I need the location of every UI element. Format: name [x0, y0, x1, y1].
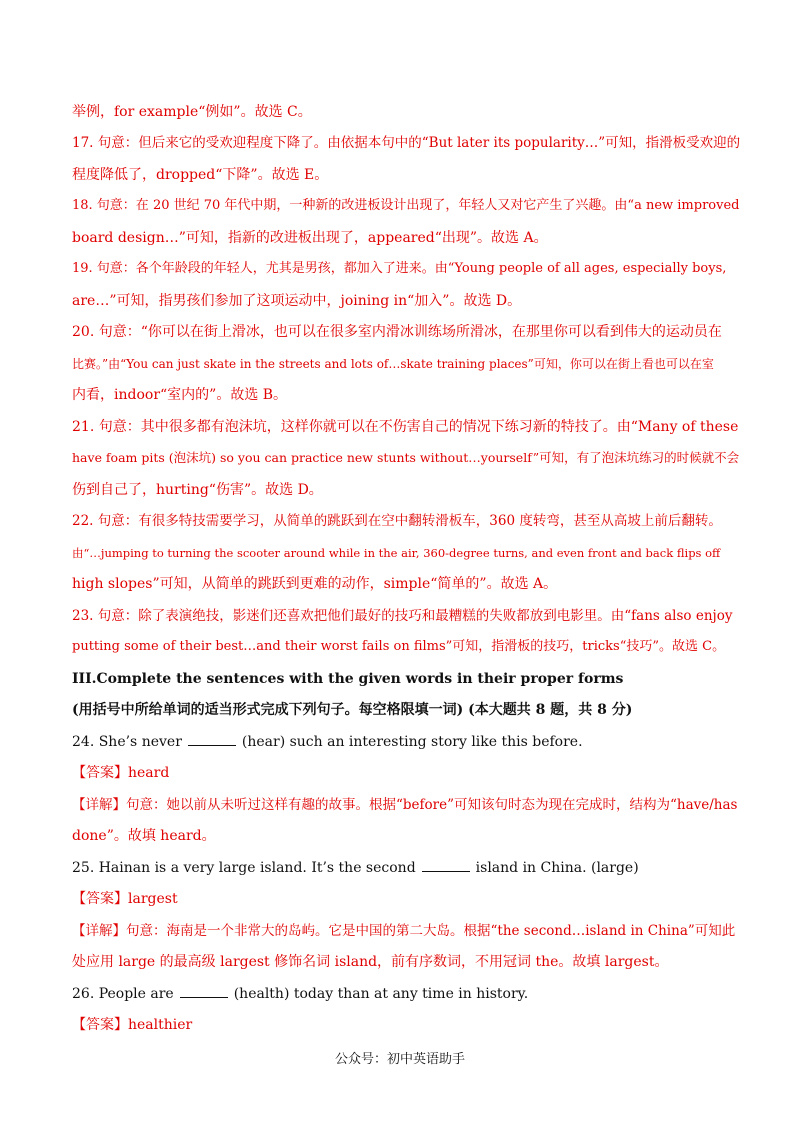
text-line: 伤到自己了，hurting“伤害”。故选 D。 — [72, 482, 323, 498]
text-line: 举例，for example“例如”。故选 C。 — [72, 104, 312, 120]
text-line: 18. 句意：在 20 世纪 70 年代中期，一种新的改进板设计出现了，年轻人又对它产生了兴趣。由“a new improved — [72, 198, 740, 213]
answer-line: 【答案】heard — [72, 765, 170, 781]
answer-blank — [422, 859, 470, 872]
question-26 — [72, 985, 528, 1003]
detail-line: 【详解】句意：海南是一个非常大的岛屿。它是中国的第二大岛。根据“the second…island in China”可知此 — [72, 923, 736, 939]
text-line: have foam pits (泡沫坑) so you can practice new stunts without…yourself”可知，有了泡沫坑练习的时候就不会 — [72, 450, 740, 465]
text-line: 21. 句意：其中很多都有泡沫坑，这样你就可以在不伤害自己的情况下练习新的特技了。由“Many of these — [72, 419, 739, 435]
answer-line: 【答案】healthier — [72, 1017, 193, 1033]
detail-line: 【详解】句意：她以前从未听过这样有趣的故事。根据“before”可知该句时态为现在完成时，结构为“have/has — [72, 797, 738, 813]
answer-blank — [188, 733, 236, 746]
text-line: 23. 句意：除了表演绝技，影迷们还喜欢把他们最好的技巧和最糟糕的失败都放到电影里。由“fans also enjoy — [72, 608, 733, 624]
text-line: 19. 句意：各个年龄段的年轻人，尤其是男孩，都加入了进来。由“Young people of all ages, especially boys, — [72, 261, 727, 276]
text-line: 20. 句意：“你可以在街上滑冰，也可以在很多室内滑冰训练场所滑冰，在那里你可以看到伟大的运动员在 — [72, 324, 722, 340]
text-line: 17. 句意：但后来它的受欢迎程度下降了。由依据本句中的“But later its popularity…”可知，指滑板受欢迎的 — [72, 135, 741, 151]
text-line: 比赛。”由“You can just skate in the streets and lots of…skate training places”可知，你可以在街上看也可以在室 — [72, 357, 714, 371]
question-25 — [72, 859, 639, 877]
question-text-after: island in China. (large) — [475, 860, 639, 876]
question-text-before: 24. She’s never — [72, 734, 182, 750]
text-line: 内看，indoor“室内的”。故选 B。 — [72, 387, 288, 403]
text-line: 程度降低了，dropped“下降”。故选 E。 — [72, 167, 329, 183]
text-line: high slopes”可知，从简单的跳跃到更难的动作，simple“简单的”。故选 A。 — [72, 576, 558, 592]
text-line: board design…”可知，指新的改进板出现了，appeared“出现”。故选 A。 — [72, 230, 548, 246]
text-line: are…”可知，指男孩们参加了这项运动中，joining in“加入”。故选 D。 — [72, 293, 522, 309]
text-line: 22. 句意：有很多特技需要学习，从简单的跳跃到在空中翻转滑板车，360 度转弯，甚至从高坡上前后翻转。 — [72, 513, 722, 529]
section-instructions: (用括号中所给单词的适当形式完成下列句子。每空格限填一词) (本大题共 8 题，共 8 分) — [72, 702, 633, 718]
question-text-before: 25. Hainan is a very large island. It’s the second — [72, 860, 416, 876]
question-text-after: (hear) such an interesting story like this before. — [241, 734, 583, 750]
answer-blank — [180, 985, 228, 998]
question-text-after: (health) today than at any time in history. — [233, 986, 529, 1002]
question-24 — [72, 733, 583, 751]
question-text-before: 26. People are — [72, 986, 174, 1002]
section-heading: III.Complete the sentences with the given words in their proper forms — [72, 671, 624, 687]
detail-line: 处应用 large 的最高级 largest 修饰名词 island，前有序数词，不用冠词 the。故填 largest。 — [72, 954, 669, 970]
text-line: putting some of their best…and their worst fails on films”可知，指滑板的技巧，tricks“技巧”。故选 C。 — [72, 639, 726, 654]
detail-line: done”。故填 heard。 — [72, 828, 216, 844]
answer-line: 【答案】largest — [72, 891, 178, 907]
text-line: 由“…jumping to turning the scooter around while in the air, 360-degree turns, and even front and back flips off — [72, 546, 721, 560]
page-footer: 公众号：初中英语助手 — [334, 1052, 465, 1067]
